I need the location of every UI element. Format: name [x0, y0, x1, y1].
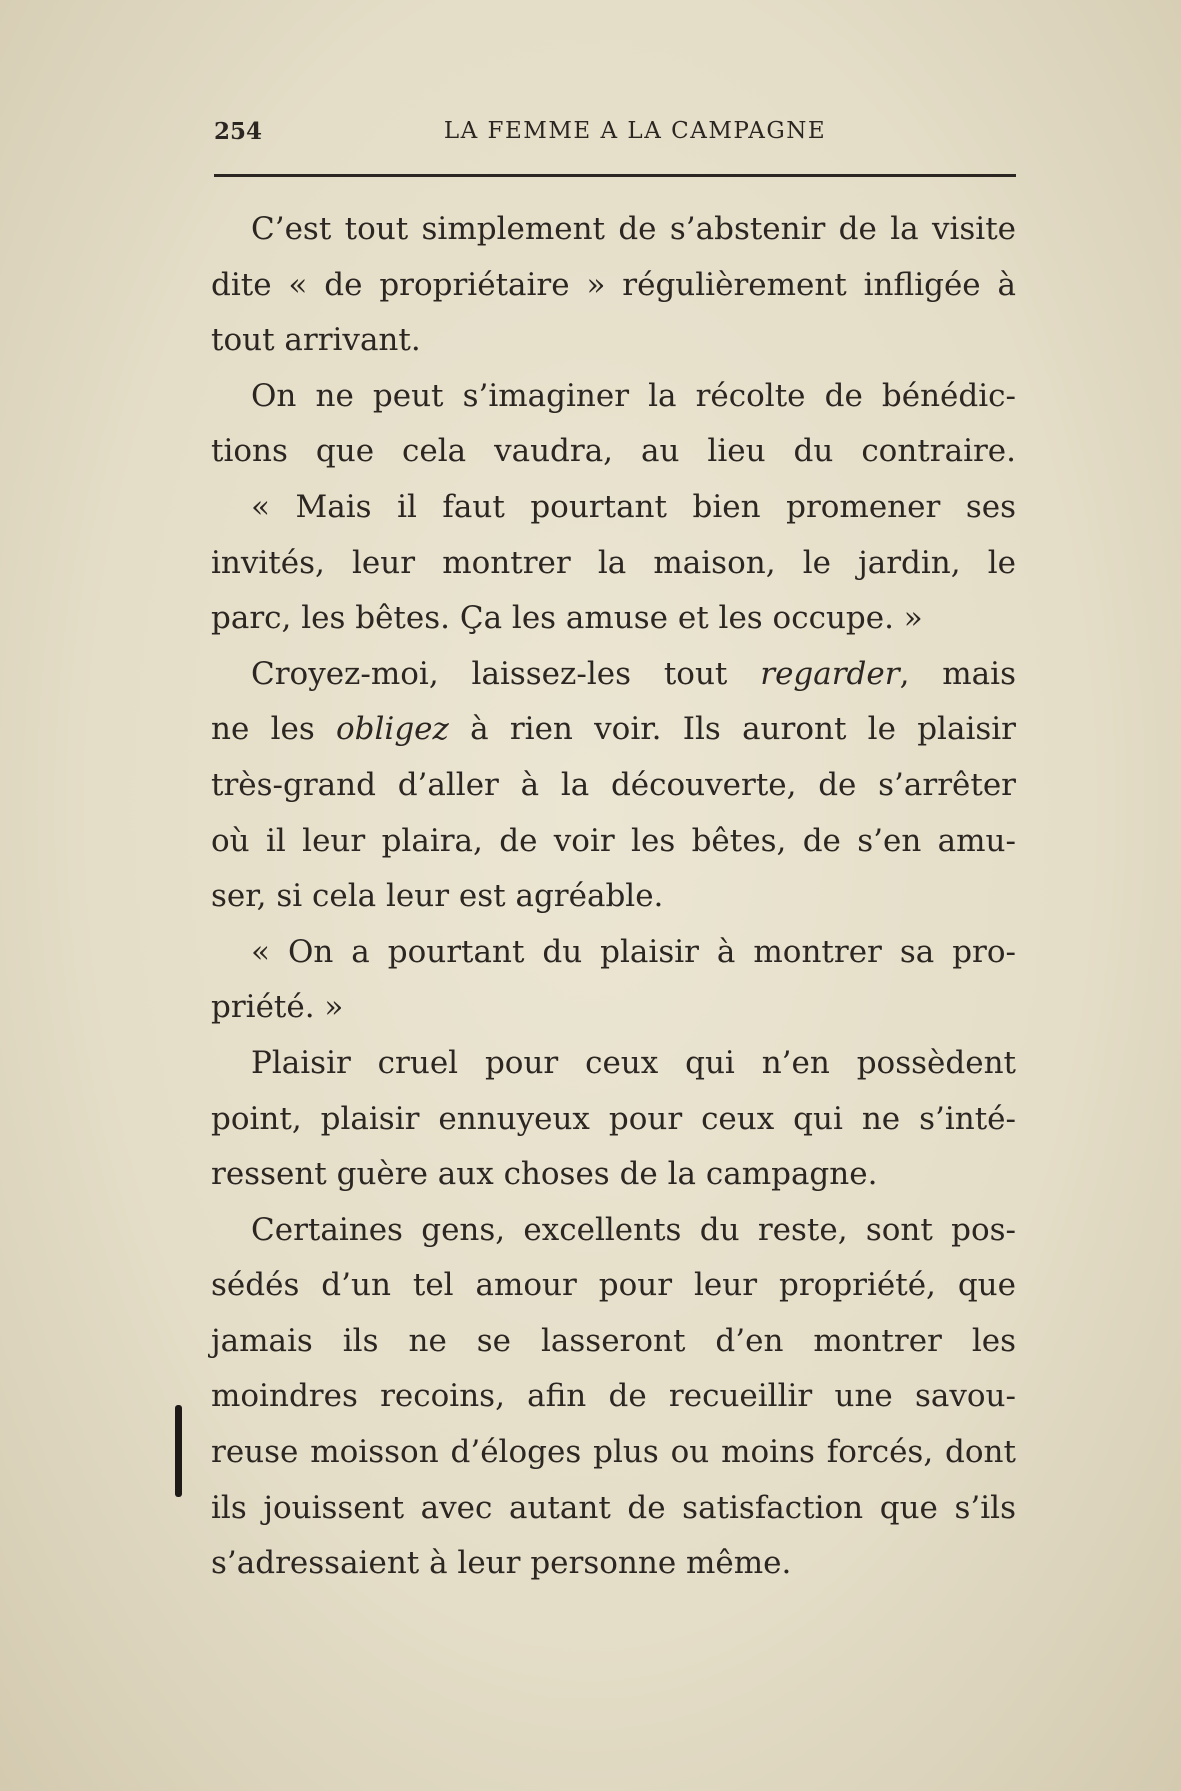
- text-segment: moindres recoins, afin de recueillir une savou-: [211, 1378, 1016, 1415]
- text-line: [211, 536, 1016, 592]
- text-line: [211, 869, 1016, 925]
- text-line: [211, 1369, 1016, 1425]
- text-line: [211, 424, 1016, 480]
- text-segment: « On a pourtant du plaisir à montrer sa pro-: [251, 933, 1016, 970]
- text-segment: très-grand d’aller à la découverte, de s’arrêter: [211, 766, 1016, 803]
- text-line: [211, 1314, 1016, 1370]
- text-segment: s’adressaient à leur personne même.: [211, 1545, 792, 1582]
- text-line: [211, 1536, 1016, 1592]
- text-line: [211, 980, 1016, 1036]
- text-segment: , mais: [899, 655, 1016, 692]
- text-segment: dite « de propriétaire » régulièrement infligée à: [211, 266, 1016, 303]
- text-segment: « Mais il faut pourtant bien promener ses: [251, 488, 1016, 525]
- text-segment: priété. »: [211, 989, 344, 1026]
- text-line: [211, 758, 1016, 814]
- header-rule: [214, 174, 1016, 177]
- text-segment: ser, si cela leur est agréable.: [211, 878, 664, 915]
- text-segment: où il leur plaira, de voir les bêtes, de s’en amu-: [211, 822, 1016, 859]
- text-segment: à rien voir. Ils auront le plaisir: [448, 711, 1016, 748]
- text-line: [211, 202, 1016, 258]
- text-line: [211, 369, 1016, 425]
- text-line: [211, 313, 1016, 369]
- text-line: [211, 1425, 1016, 1481]
- text-segment: ressent guère aux choses de la campagne.: [211, 1156, 878, 1193]
- text-segment: point, plaisir ennuyeux pour ceux qui ne s’inté-: [211, 1100, 1016, 1137]
- text-line: [211, 647, 1016, 703]
- text-line: [211, 925, 1016, 981]
- running-title: LA FEMME A LA CAMPAGNE: [443, 118, 827, 144]
- text-line: [211, 1147, 1016, 1203]
- text-segment: ne les: [211, 711, 336, 748]
- page-number: 254: [214, 118, 263, 145]
- text-segment: invités, leur montrer la maison, le jardin, le: [211, 544, 1016, 581]
- text-line: [211, 258, 1016, 314]
- text-segment: sédés d’un tel amour pour leur propriété, que: [211, 1267, 1016, 1304]
- text-segment: tions que cela vaudra, au lieu du contraire.: [211, 433, 1016, 470]
- page-body-text: [211, 202, 1016, 1592]
- text-line: [211, 480, 1016, 536]
- text-line: [211, 1481, 1016, 1537]
- text-segment: tout arrivant.: [211, 322, 421, 359]
- italic-text: regarder: [760, 655, 900, 692]
- text-line: [211, 1203, 1016, 1259]
- text-segment: Plaisir cruel pour ceux qui n’en possèdent: [251, 1044, 1016, 1081]
- text-line: [211, 702, 1016, 758]
- italic-text: obligez: [336, 711, 449, 748]
- text-line: [211, 1036, 1016, 1092]
- margin-mark: [175, 1405, 182, 1497]
- text-segment: C’est tout simplement de s’abstenir de la visite: [251, 211, 1016, 247]
- text-line: [211, 814, 1016, 870]
- text-segment: ils jouissent avec autant de satisfaction que s’ils: [211, 1489, 1016, 1526]
- text-line: [211, 591, 1016, 647]
- text-segment: Certaines gens, excellents du reste, sont pos-: [251, 1211, 1016, 1248]
- text-segment: Croyez-moi, laissez-les tout: [251, 655, 761, 692]
- text-line: [211, 1258, 1016, 1314]
- running-header: [214, 112, 1016, 148]
- text-segment: On ne peut s’imaginer la récolte de bénédic-: [251, 377, 1016, 414]
- text-segment: reuse moisson d’éloges plus ou moins forcés, dont: [211, 1434, 1016, 1471]
- text-segment: parc, les bêtes. Ça les amuse et les occupe. »: [211, 600, 923, 637]
- text-line: [211, 1092, 1016, 1148]
- text-segment: jamais ils ne se lasseront d’en montrer les: [211, 1322, 1016, 1359]
